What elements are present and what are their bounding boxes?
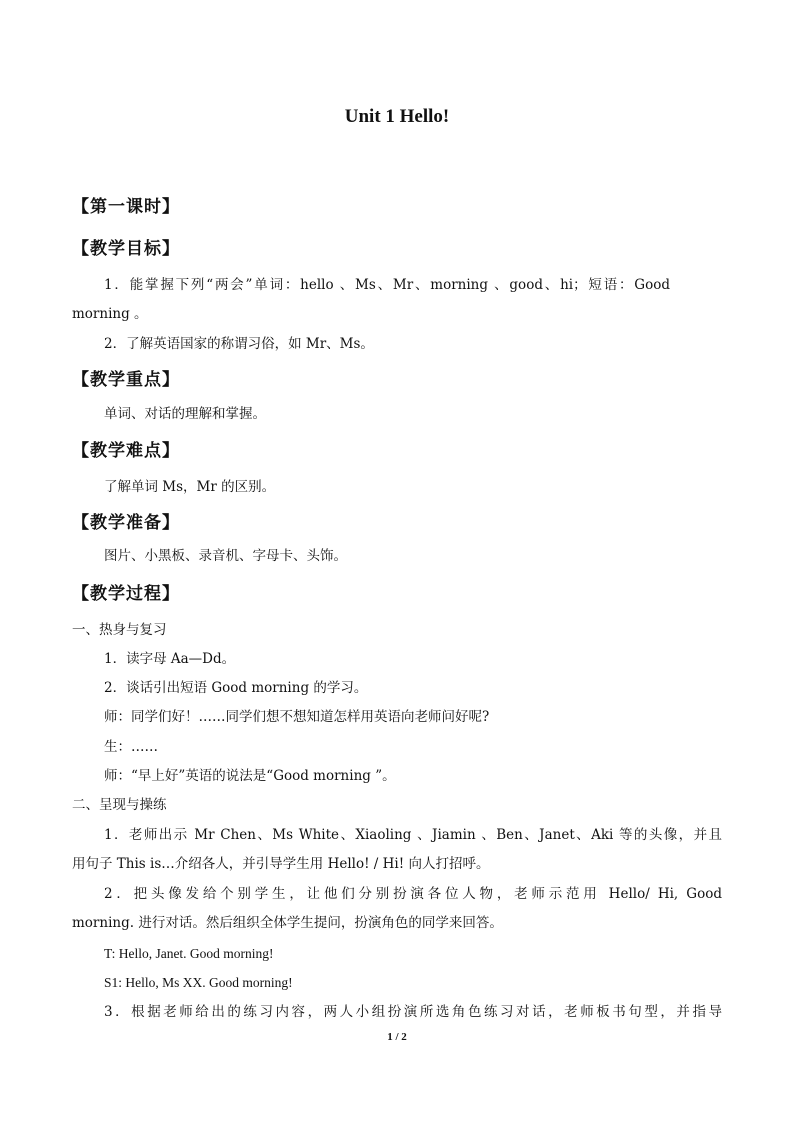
difficulties-text: 了解单词 Ms，Mr 的区别。	[104, 479, 276, 495]
teacher-line-2: 师：“早上好”英语的说法是“Good morning ”。	[104, 768, 396, 784]
preparation-text: 图片、小黑板、录音机、字母卡、头饰。	[104, 548, 347, 564]
section-heading-key-points: 【教学重点】	[72, 370, 180, 390]
student-line-1: 生：……	[104, 739, 158, 755]
objective-item-2: 2．了解英语国家的称谓习俗，如 Mr、Ms。	[104, 336, 374, 352]
part-2-item-1-line-2: 用句子 This is…介绍各人，并引导学生用 Hello! / Hi! 向人打招呼。	[72, 856, 490, 872]
part-2-item-1-line-1: 1．老师出示 Mr Chen、Ms White、Xiaoling 、Jiamin 、Ben、Janet、Aki 等的头像，并且	[104, 827, 722, 843]
objective-item-1-line-1: 1．能掌握下列“两会”单词：hello 、Ms、Mr、morning 、good、hi；短语：Good	[104, 277, 670, 293]
page-number: 1 / 2	[387, 1031, 407, 1043]
key-points-text: 单词、对话的理解和掌握。	[104, 406, 266, 422]
objective-item-1-line-2: morning 。	[72, 306, 148, 322]
part-1-heading: 一、热身与复习	[72, 622, 167, 638]
dialog-line-teacher: T: Hello, Janet. Good morning!	[104, 946, 274, 961]
section-heading-lesson: 【第一课时】	[72, 197, 180, 217]
section-heading-preparation: 【教学准备】	[72, 513, 180, 533]
dialog-line-student: S1: Hello, Ms XX. Good morning!	[104, 975, 293, 990]
part-2-item-2-line-2: morning. 进行对话。然后组织全体学生提问，扮演角色的同学来回答。	[72, 915, 503, 931]
part-2-item-2-line-1: 2．把头像发给个别学生，让他们分别扮演各位人物，老师示范用 Hello/ Hi, Good	[104, 886, 722, 902]
teacher-line-1: 师：同学们好！……同学们想不想知道怎样用英语向老师问好呢?	[104, 709, 490, 725]
part-2-heading: 二、呈现与操练	[72, 797, 167, 813]
section-heading-objectives: 【教学目标】	[72, 239, 180, 259]
section-heading-difficulties: 【教学难点】	[72, 441, 180, 461]
page-title: Unit 1 Hello!	[344, 106, 450, 127]
part-2-item-3-line-1: 3．根据老师给出的练习内容，两人小组扮演所选角色练习对话，老师板书句型，并指导	[104, 1004, 722, 1020]
part-1-item-2: 2．谈话引出短语 Good morning 的学习。	[104, 680, 368, 696]
section-heading-process: 【教学过程】	[72, 584, 180, 604]
part-1-item-1: 1．读字母 Aa—Dd。	[104, 651, 236, 667]
